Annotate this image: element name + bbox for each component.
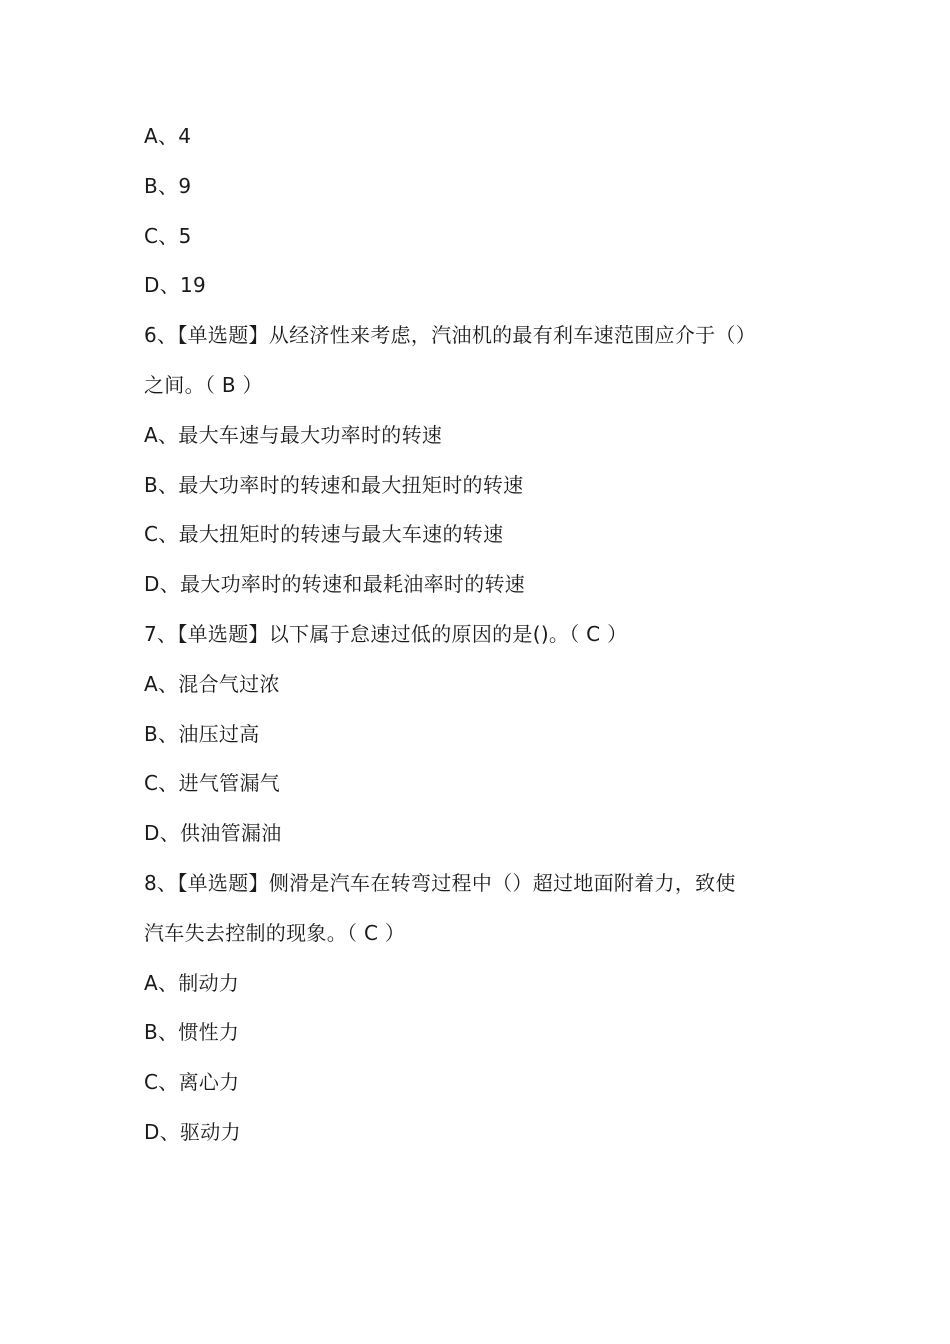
question-8-text: 8、【单选题】侧滑是汽车在转弯过程中（）超过地面附着力，致使	[144, 870, 736, 895]
option-q5-a: A、4	[144, 124, 192, 148]
option-q8-d: D、驱动力	[144, 1119, 241, 1144]
option-q7-a: A、混合气过浓	[144, 671, 280, 696]
option-q8-b: B、惯性力	[144, 1020, 240, 1045]
option-q5-b: B、9	[144, 173, 192, 198]
option-q7-c: C、进气管漏气	[144, 771, 281, 796]
option-q6-d: D、最大功率时的转速和最耗油率时的转速	[144, 572, 526, 597]
question-8-text-cont: 汽车失去控制的现象。（ C ）	[144, 920, 406, 945]
option-q6-a: A、最大车速与最大功率时的转速	[144, 422, 443, 447]
option-q6-b: B、最大功率时的转速和最大扭矩时的转速	[144, 472, 524, 497]
option-q7-b: B、油压过高	[144, 721, 260, 746]
document-page	[144, 112, 824, 1158]
option-q8-a: A、制动力	[144, 970, 240, 995]
question-7-text: 7、【单选题】以下属于怠速过低的原因的是()。（ C ）	[144, 621, 628, 646]
option-q8-c: C、离心力	[144, 1070, 240, 1095]
question-6-text-cont: 之间。（ B ）	[144, 372, 263, 397]
option-q5-d: D、19	[144, 273, 207, 298]
option-q6-c: C、最大扭矩时的转速与最大车速的转速	[144, 522, 504, 547]
option-q7-d: D、供油管漏油	[144, 821, 282, 846]
option-q5-c: C、5	[144, 223, 192, 248]
question-6-text: 6、【单选题】从经济性来考虑，汽油机的最有利车速范围应介于（）	[144, 323, 757, 348]
